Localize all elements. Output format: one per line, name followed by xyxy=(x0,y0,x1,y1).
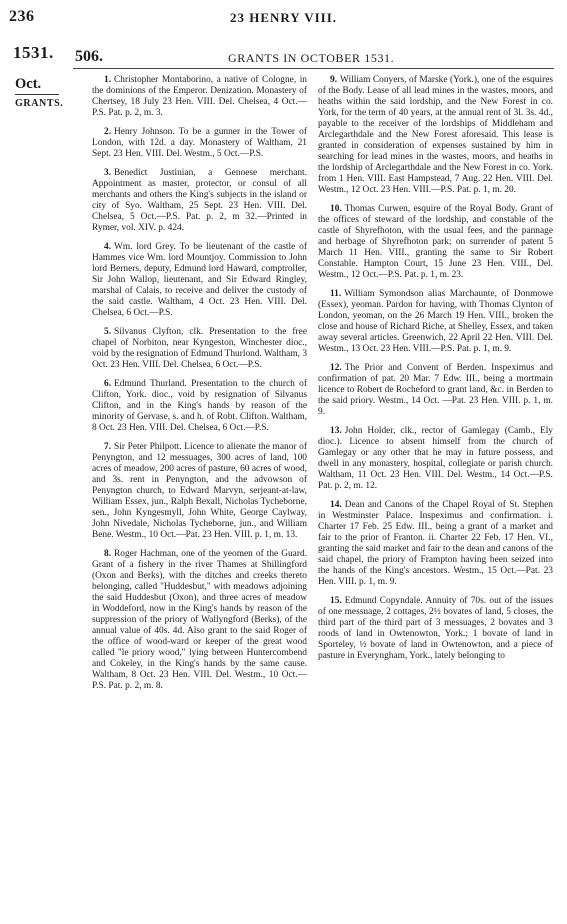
entry-text: Silvanus Clyfton, clk. Presentation to the free chapel of Norbiton, near Kyngeston, Winchester dioc., void by the resignation of Edmund Thurlond. Waltham, 3 Oct. 23 Hen. VIII. Del. Chelsea, 6 Oct.—P.S. xyxy=(92,327,308,370)
left-column xyxy=(92,75,307,700)
entry-text: Wm. lord Grey. To be lieutenant of the castle of Hammes vice Wm. lord Mountjoy. Commission to John lord Berners, deputy, Edmund lord Haward, comptroller, Sir John Wallop, lieutenant, and Sir Edward Ringley, marshal of Calais, to receive and deliver the custody of the said castle. Waltham, 4 Oct. 23 Hen. VIII. Del. Chelsea, 6 Oct.—P.S. xyxy=(92,242,307,318)
grant-entry-11 xyxy=(318,289,553,355)
entry-number: 10. xyxy=(330,204,342,214)
running-head xyxy=(9,8,558,28)
entry-text: John Holder, clk., rector of Gamlegay (Camb., Ely dioc.). Licence to absent himself from the church of Gamlegay or any other that he may in future possess, and dwell in any monastery, hospital, collegiate or parish church. Waltham, 11 Oct. 23 Hen. VIII. Del. Westm., 14 Oct.—P.S. Pat. p. 2, m. 12. xyxy=(318,426,553,491)
entry-number: 6. xyxy=(104,379,112,389)
entry-number: 4. xyxy=(104,242,112,252)
grant-entry-13 xyxy=(318,426,553,492)
grant-entry-9 xyxy=(318,75,553,196)
grant-entry-12 xyxy=(318,363,553,418)
entry-number: 15. xyxy=(330,596,342,606)
grant-entry-5 xyxy=(92,327,307,371)
entry-number: 8. xyxy=(104,549,112,559)
margin-year: 1531. xyxy=(13,43,54,62)
margin-rule xyxy=(15,94,59,95)
entry-text: Henry Johnson. To be a gunner in the Tower of London, with 12d. a day. Monastery of Waltham, 21 Sept. 23 Hen. VIII. Del. Westm., 5 Oct.—P.S. xyxy=(92,127,307,159)
entry-number: 1. xyxy=(104,75,112,85)
margin-section: GRANTS. xyxy=(15,98,64,109)
grant-entry-8 xyxy=(92,549,307,692)
entry-text: Edmund Thurland. Presentation to the church of Clifton, York. dioc., void by resignation of Silvanus Clifton, and in the King's hands by reason of the minority of Gervase, s. and h. of Robt. Clifton. Waltham, 8 Oct. 23 Hen. VIII. Del. Chelsea, 6 Oct.—P.S. xyxy=(92,379,307,433)
right-column xyxy=(318,75,553,670)
entry-number: 9. xyxy=(330,75,338,85)
grant-entry-10 xyxy=(318,204,553,281)
entry-text: William Conyers, of Marske (York.), one of the esquires of the Body. Lease of all lead mines in the wastes, moors, and heaths within the said lordship, and the New Forest in co. York, for the term of 40 years, at the annual rent of 3l. 3s. 4d., payable to the receiver of the lordships of Middleham and Arclegarthdale and the New Forest aforesaid. This lease is granted in consideration of expenses sustained by him in searching for lead mines in the wastes, moors, and heaths in the lordship of Arclegarthdale and the New Forest in co. York. from 1 Hen. VIII. East Hampstead, 7 Aug. 22 Hen. VIII. Del. Westm., 12 Oct. 23 Hen. VIII.—P.S. Pat. p. 1, m. 20. xyxy=(318,75,553,195)
document-number: 506. xyxy=(75,48,103,65)
grant-entry-4 xyxy=(92,242,307,319)
entry-text: Benedict Justinian, a Genoese merchant. Appointment as master, protector, or consul of all merchants and others the King's subjects in the island or city of Syo. Waltham, 25 Sept. 23 Hen. VIII. Del. Chelsea, 5 Oct.—P.S. Pat. p. 2, m 32.—Printed in Rymer, vol. XIV. p. 424. xyxy=(92,168,307,233)
entry-text: Sir Peter Philpott. Licence to alienate the manor of Penyngton, and 12 messuages, 300 acres of land, 100 acres of meadow, 200 acres of pasture, 60 acres of wood, and 3s. rent in Penyngton, and the advowson of Penyngton church, to Edward Marvyn, serjeant-at-law, William Essex, jun., Ralph Bexall, Nicholas Tycheborne, sen., John Kyngesmyll, John White, George Caylway, John Nivedale, Nicholas Tycheborne, jun., and William Bene. Westm., 10 Oct.—Pat. 23 Hen. VIII. p. 1, m. 13. xyxy=(92,442,307,540)
running-title: 23 HENRY VIII. xyxy=(229,10,338,25)
entry-text: Dean and Canons of the Chapel Royal of St. Stephen in Westminster Palace. Inspeximus and confirmation. i. Charter 17 Feb. 25 Edw. III., being a grant of a market and fair to the prior of Franton. ii. Charter 22 Feb. 17 Hen. VI., granting the said market and fair to the dean and canons of the said chapel, the priory of Frampton having been seized into the hands of the King's ancestors. Westm., 15 Oct.—Pat. 23 Hen. VIII. p. 1, m. 9. xyxy=(318,500,553,587)
page-number: 236 xyxy=(9,8,35,25)
entry-number: 3. xyxy=(104,168,112,178)
entry-number: 2. xyxy=(104,127,112,137)
grant-entry-7 xyxy=(92,442,307,541)
entry-text: Edmund Copyndale. Annuity of 70s. out of the issues of one messuage, 2 cottages, 2½ bovates of land, 5 closes, the third part of the third part of 3 messuages, 2 bovates and 3 roods of land in Owtenowton, York.; 1 bovate of land in Sporteley, ½ bovate of land in Owtenowton, and a piece of pasture in Everyngham, York., lately belonging to xyxy=(318,596,553,661)
grant-entry-14 xyxy=(318,500,553,588)
grant-entry-6 xyxy=(92,379,307,434)
entry-text: Roger Hachman, one of the yeomen of the Guard. Grant of a fishery in the river Thames at Shillingford (Oxon and Berks), with the ditches and creeks thereto belonging, called "Huddesbut," with meadows adjoining the said Huddesbut (Oxon), and three acres of meadow in Woddeford, now in the King's hands by reason of the suppression of the priory of Wallyngford (Berks), of the annual value of 40s. 4d. Also grant to the said Roger of the office of wood-ward or keeper of the great wood called "le priory wood," lying between Huntercombend and Cokeley, in the King's hands by the same cause. Waltham, 8 Oct. 23 Hen. VIII. Del. Westm., 10 Oct.—P.S. Pat. p. 2, m. 8. xyxy=(92,549,307,691)
entry-text: Thomas Curwen, esquire of the Royal Body. Grant of the offices of steward of the lordship, and constable of the castle of Shyrefhoton, with the usual fees, and the pannage and herbage of Shyrefhoton park; on surrender of patent 5 March 11 Hen. VIII., granting the same to Sir Robert Constable. Hampton Court, 15 June 23 Hen. VIII., Del. Westm., 12 Oct.—P.S. Pat. p. 1, m. 23. xyxy=(318,204,553,280)
grant-entry-2 xyxy=(92,127,307,160)
entry-number: 5. xyxy=(104,327,112,337)
entry-number: 13. xyxy=(330,426,342,436)
header-rule xyxy=(73,68,554,69)
grant-entry-3 xyxy=(92,168,307,234)
entry-number: 14. xyxy=(330,500,342,510)
grant-entry-15 xyxy=(318,596,553,662)
section-title: GRANTS IN OCTOBER 1531. xyxy=(228,51,395,65)
entry-text: The Prior and Convent of Berden. Inspeximus and confirmation of pat. 20 Mar. 7 Edw. III., being a mortmain licence to Robert de Rocheford to grant land, &c. in Berden to the said priory. Westm., 14 Oct. —Pat. 23 Hen. VIII. p. 1, m. 9. xyxy=(318,363,553,417)
entry-number: 12. xyxy=(330,363,342,373)
entry-number: 11. xyxy=(330,289,342,299)
entry-number: 7. xyxy=(104,442,112,452)
margin-month: Oct. xyxy=(15,76,42,92)
entry-text: Christopher Montaborino, a native of Cologne, in the dominions of the Emperor. Denization. Monastery of Chertsey, 18 July 23 Hen. VIII. Del. Chelsea, 4 Oct.—P.S. Pat. p. 2, m. 3. xyxy=(92,75,307,118)
entry-text: William Symondson alias Marchaunte, of Donmowe (Essex), yeoman. Pardon for having, with Thomas Clynton of London, yeoman, on the 26 March 19 Hen. VIII., broken the close and house of Richard Riche, at Shelley, Essex, and taken away several articles. Greenwich, 22 April 22 Hen. VIII. Del. Westm., 13 Oct. 23 Hen. VIII.—P.S. Pat. p. 1, m. 9. xyxy=(318,289,553,354)
grant-entry-1 xyxy=(92,75,307,119)
